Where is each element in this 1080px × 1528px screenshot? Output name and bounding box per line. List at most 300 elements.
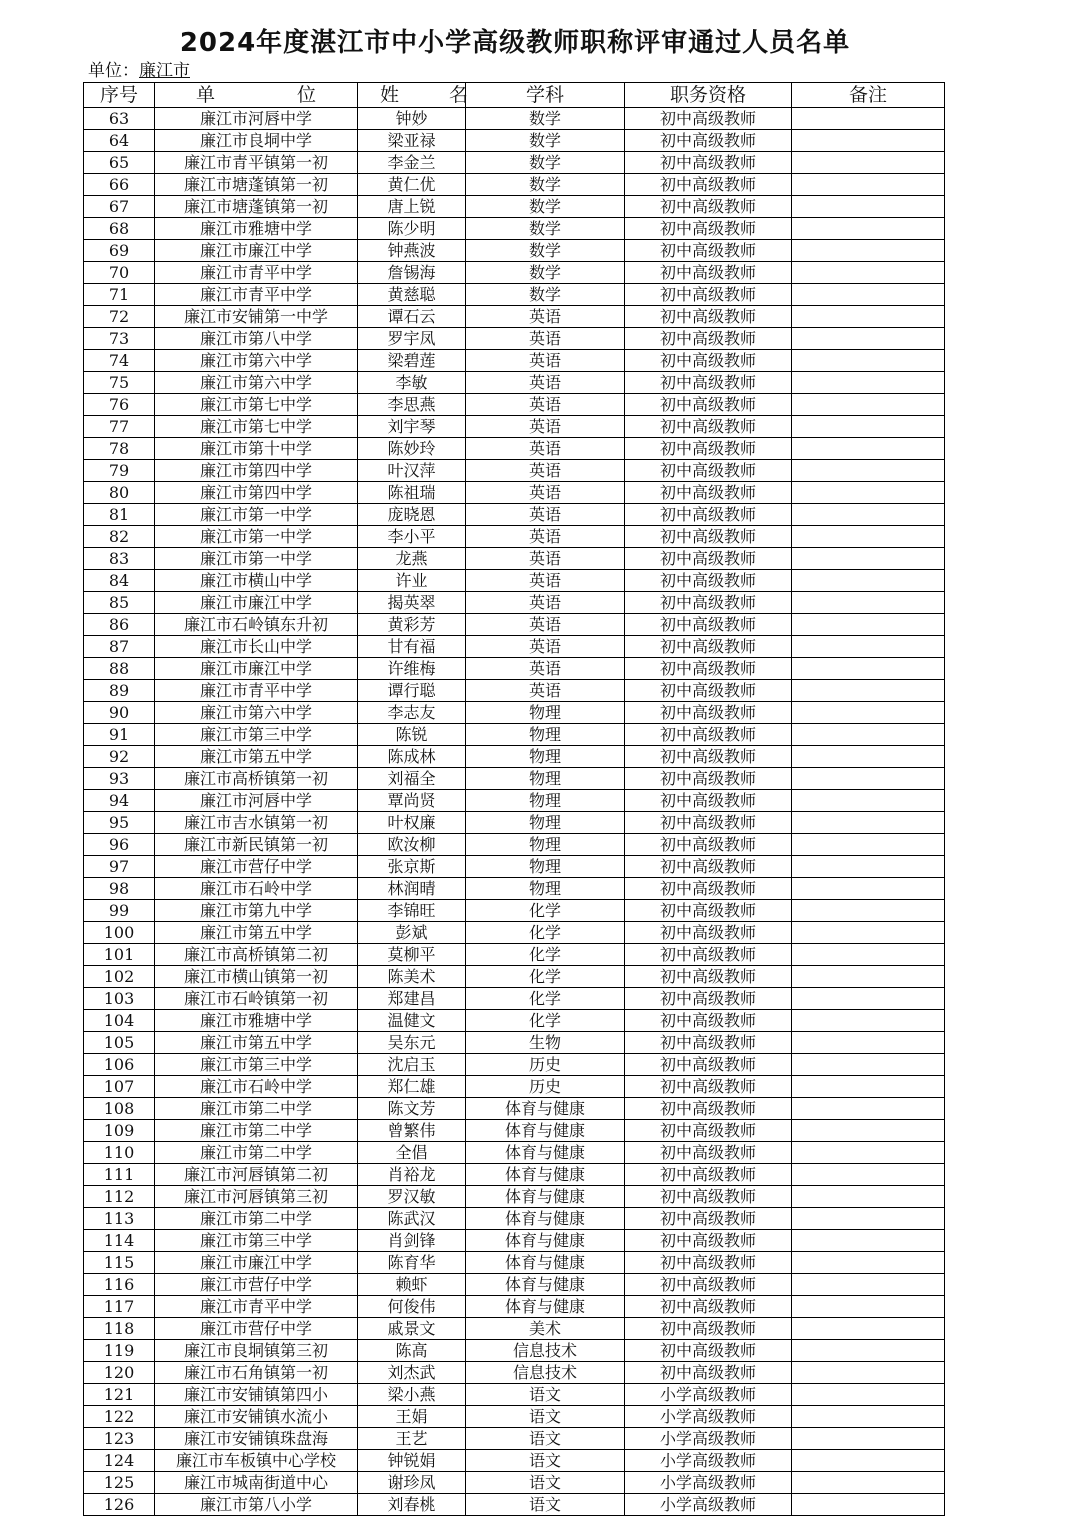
cell-unit: 廉江市城南街道中心 [155, 1472, 358, 1494]
cell-subject: 英语 [466, 658, 625, 680]
cell-qualification: 初中高级教师 [625, 460, 792, 482]
cell-serial: 123 [84, 1428, 155, 1450]
cell-name: 龙燕 [358, 548, 466, 570]
cell-remarks [792, 152, 945, 174]
table-row [84, 1384, 945, 1406]
cell-unit: 廉江市河唇镇第二初 [155, 1164, 358, 1186]
cell-serial: 122 [84, 1406, 155, 1428]
cell-subject: 英语 [466, 680, 625, 702]
cell-unit: 廉江市第十中学 [155, 438, 358, 460]
cell-name: 刘春桃 [358, 1494, 466, 1516]
cell-remarks [792, 526, 945, 548]
cell-subject: 体育与健康 [466, 1230, 625, 1252]
cell-remarks [792, 240, 945, 262]
table-row [84, 438, 945, 460]
cell-qualification: 初中高级教师 [625, 152, 792, 174]
cell-name: 黄仁优 [358, 174, 466, 196]
cell-qualification: 小学高级教师 [625, 1494, 792, 1516]
cell-name: 李敏 [358, 372, 466, 394]
cell-remarks [792, 812, 945, 834]
cell-remarks [792, 768, 945, 790]
table-row [84, 592, 945, 614]
cell-subject: 物理 [466, 812, 625, 834]
cell-remarks [792, 482, 945, 504]
table-row [84, 416, 945, 438]
cell-name: 甘有福 [358, 636, 466, 658]
cell-subject: 语文 [466, 1494, 625, 1516]
cell-unit: 廉江市横山中学 [155, 570, 358, 592]
cell-name: 詹锡海 [358, 262, 466, 284]
cell-name: 陈锐 [358, 724, 466, 746]
cell-unit: 廉江市河唇镇第三初 [155, 1186, 358, 1208]
cell-name: 陈文芳 [358, 1098, 466, 1120]
table-row [84, 724, 945, 746]
cell-unit: 廉江市横山镇第一初 [155, 966, 358, 988]
cell-subject: 化学 [466, 900, 625, 922]
cell-qualification: 初中高级教师 [625, 174, 792, 196]
cell-unit: 廉江市高桥镇第一初 [155, 768, 358, 790]
cell-subject: 数学 [466, 174, 625, 196]
cell-remarks [792, 922, 945, 944]
cell-remarks [792, 1186, 945, 1208]
cell-subject: 英语 [466, 306, 625, 328]
cell-unit: 廉江市车板镇中心学校 [155, 1450, 358, 1472]
cell-subject: 信息技术 [466, 1340, 625, 1362]
cell-remarks [792, 284, 945, 306]
cell-unit: 廉江市河唇中学 [155, 108, 358, 130]
cell-remarks [792, 1010, 945, 1032]
table-row [84, 548, 945, 570]
table-row [84, 636, 945, 658]
cell-unit: 廉江市新民镇第一初 [155, 834, 358, 856]
cell-serial: 124 [84, 1450, 155, 1472]
header-subject: 学科 [466, 83, 625, 108]
cell-remarks [792, 504, 945, 526]
cell-qualification: 初中高级教师 [625, 966, 792, 988]
cell-qualification: 初中高级教师 [625, 570, 792, 592]
cell-remarks [792, 130, 945, 152]
cell-serial: 75 [84, 372, 155, 394]
cell-unit: 廉江市第八小学 [155, 1494, 358, 1516]
table-row [84, 152, 945, 174]
cell-name: 吴东元 [358, 1032, 466, 1054]
cell-subject: 体育与健康 [466, 1142, 625, 1164]
cell-remarks [792, 658, 945, 680]
table-row [84, 1252, 945, 1274]
cell-serial: 67 [84, 196, 155, 218]
table-row [84, 1186, 945, 1208]
cell-remarks [792, 1142, 945, 1164]
cell-name: 陈祖瑞 [358, 482, 466, 504]
cell-subject: 英语 [466, 504, 625, 526]
cell-name: 戚景文 [358, 1318, 466, 1340]
cell-serial: 93 [84, 768, 155, 790]
cell-remarks [792, 416, 945, 438]
header-row [84, 83, 945, 108]
cell-remarks [792, 548, 945, 570]
cell-name: 陈高 [358, 1340, 466, 1362]
cell-serial: 63 [84, 108, 155, 130]
cell-subject: 物理 [466, 746, 625, 768]
table-row [84, 1406, 945, 1428]
table-row [84, 1296, 945, 1318]
unit-label: 单位： [88, 61, 139, 81]
cell-subject: 英语 [466, 350, 625, 372]
cell-serial: 107 [84, 1076, 155, 1098]
cell-name: 陈育华 [358, 1252, 466, 1274]
cell-serial: 109 [84, 1120, 155, 1142]
cell-unit: 廉江市廉江中学 [155, 658, 358, 680]
table-row [84, 240, 945, 262]
cell-name: 李小平 [358, 526, 466, 548]
cell-remarks [792, 614, 945, 636]
unit-line [88, 60, 190, 82]
cell-name: 叶权廉 [358, 812, 466, 834]
cell-qualification: 初中高级教师 [625, 372, 792, 394]
cell-serial: 105 [84, 1032, 155, 1054]
cell-unit: 廉江市石岭镇第一初 [155, 988, 358, 1010]
cell-unit: 廉江市青平镇第一初 [155, 152, 358, 174]
cell-unit: 廉江市第二中学 [155, 1098, 358, 1120]
table-row [84, 1340, 945, 1362]
cell-remarks [792, 1098, 945, 1120]
cell-name: 曾繁伟 [358, 1120, 466, 1142]
cell-serial: 106 [84, 1054, 155, 1076]
table-row [84, 812, 945, 834]
cell-remarks [792, 944, 945, 966]
cell-name: 覃尚贤 [358, 790, 466, 812]
cell-subject: 历史 [466, 1054, 625, 1076]
cell-qualification: 小学高级教师 [625, 1450, 792, 1472]
cell-remarks [792, 1208, 945, 1230]
cell-qualification: 初中高级教师 [625, 1010, 792, 1032]
cell-serial: 115 [84, 1252, 155, 1274]
cell-remarks [792, 1472, 945, 1494]
cell-subject: 物理 [466, 878, 625, 900]
page-title: 2024年度湛江市中小学高级教师职称评审通过人员名单 [179, 28, 851, 58]
cell-subject: 化学 [466, 922, 625, 944]
cell-remarks [792, 174, 945, 196]
cell-qualification: 初中高级教师 [625, 592, 792, 614]
cell-serial: 88 [84, 658, 155, 680]
cell-subject: 体育与健康 [466, 1186, 625, 1208]
cell-subject: 英语 [466, 592, 625, 614]
cell-qualification: 小学高级教师 [625, 1472, 792, 1494]
cell-serial: 84 [84, 570, 155, 592]
cell-qualification: 初中高级教师 [625, 636, 792, 658]
cell-remarks [792, 966, 945, 988]
table-row [84, 1054, 945, 1076]
table-row [84, 900, 945, 922]
cell-subject: 生物 [466, 1032, 625, 1054]
cell-qualification: 初中高级教师 [625, 504, 792, 526]
cell-remarks [792, 306, 945, 328]
cell-serial: 97 [84, 856, 155, 878]
cell-name: 王艺 [358, 1428, 466, 1450]
cell-unit: 廉江市第八中学 [155, 328, 358, 350]
cell-name: 李思燕 [358, 394, 466, 416]
cell-subject: 物理 [466, 768, 625, 790]
cell-name: 许维梅 [358, 658, 466, 680]
table-row [84, 680, 945, 702]
cell-unit: 廉江市第六中学 [155, 350, 358, 372]
table-row [84, 1120, 945, 1142]
cell-unit: 廉江市良垌中学 [155, 130, 358, 152]
cell-unit: 廉江市廉江中学 [155, 1252, 358, 1274]
cell-subject: 化学 [466, 988, 625, 1010]
cell-name: 谭石云 [358, 306, 466, 328]
cell-remarks [792, 878, 945, 900]
cell-serial: 117 [84, 1296, 155, 1318]
cell-remarks [792, 438, 945, 460]
cell-serial: 92 [84, 746, 155, 768]
cell-serial: 116 [84, 1274, 155, 1296]
cell-qualification: 初中高级教师 [625, 196, 792, 218]
cell-unit: 廉江市石岭镇东升初 [155, 614, 358, 636]
cell-qualification: 初中高级教师 [625, 284, 792, 306]
table-row [84, 1164, 945, 1186]
cell-qualification: 初中高级教师 [625, 1230, 792, 1252]
cell-remarks [792, 372, 945, 394]
table-body [84, 108, 945, 1516]
cell-serial: 102 [84, 966, 155, 988]
cell-serial: 100 [84, 922, 155, 944]
cell-unit: 廉江市高桥镇第二初 [155, 944, 358, 966]
cell-remarks [792, 218, 945, 240]
cell-remarks [792, 1164, 945, 1186]
cell-serial: 98 [84, 878, 155, 900]
cell-unit: 廉江市安铺镇珠盘海 [155, 1428, 358, 1450]
table-row [84, 1032, 945, 1054]
cell-serial: 80 [84, 482, 155, 504]
table-row [84, 922, 945, 944]
table-row [84, 702, 945, 724]
cell-unit: 廉江市营仔中学 [155, 1274, 358, 1296]
cell-qualification: 初中高级教师 [625, 658, 792, 680]
cell-qualification: 小学高级教师 [625, 1384, 792, 1406]
cell-name: 刘宇琴 [358, 416, 466, 438]
cell-serial: 119 [84, 1340, 155, 1362]
header-name: 姓 名 [358, 83, 466, 108]
table-row [84, 284, 945, 306]
cell-name: 黄慈聪 [358, 284, 466, 306]
cell-name: 彭斌 [358, 922, 466, 944]
cell-qualification: 初中高级教师 [625, 944, 792, 966]
cell-serial: 68 [84, 218, 155, 240]
cell-subject: 化学 [466, 966, 625, 988]
cell-unit: 廉江市安铺镇第四小 [155, 1384, 358, 1406]
table-row [84, 856, 945, 878]
cell-subject: 语文 [466, 1384, 625, 1406]
cell-subject: 英语 [466, 460, 625, 482]
cell-remarks [792, 746, 945, 768]
cell-unit: 廉江市营仔中学 [155, 1318, 358, 1340]
cell-subject: 信息技术 [466, 1362, 625, 1384]
cell-name: 谭行聪 [358, 680, 466, 702]
cell-name: 陈美术 [358, 966, 466, 988]
cell-subject: 英语 [466, 482, 625, 504]
cell-subject: 英语 [466, 328, 625, 350]
cell-qualification: 初中高级教师 [625, 856, 792, 878]
cell-remarks [792, 1318, 945, 1340]
cell-serial: 81 [84, 504, 155, 526]
cell-unit: 廉江市营仔中学 [155, 856, 358, 878]
cell-unit: 廉江市第二中学 [155, 1120, 358, 1142]
cell-remarks [792, 1406, 945, 1428]
table-row [84, 504, 945, 526]
cell-subject: 体育与健康 [466, 1274, 625, 1296]
cell-serial: 108 [84, 1098, 155, 1120]
table-row [84, 1362, 945, 1384]
cell-subject: 体育与健康 [466, 1208, 625, 1230]
cell-serial: 66 [84, 174, 155, 196]
table-row [84, 878, 945, 900]
cell-serial: 79 [84, 460, 155, 482]
table-row [84, 350, 945, 372]
cell-qualification: 初中高级教师 [625, 350, 792, 372]
cell-qualification: 小学高级教师 [625, 1428, 792, 1450]
cell-serial: 64 [84, 130, 155, 152]
cell-name: 梁小燕 [358, 1384, 466, 1406]
cell-name: 陈武汉 [358, 1208, 466, 1230]
table-row [84, 526, 945, 548]
cell-subject: 体育与健康 [466, 1296, 625, 1318]
cell-qualification: 初中高级教师 [625, 900, 792, 922]
header-serial: 序号 [84, 83, 155, 108]
unit-value: 廉江市 [139, 61, 190, 81]
cell-subject: 体育与健康 [466, 1120, 625, 1142]
cell-remarks [792, 702, 945, 724]
cell-subject: 物理 [466, 856, 625, 878]
cell-qualification: 初中高级教师 [625, 328, 792, 350]
cell-qualification: 初中高级教师 [625, 482, 792, 504]
cell-serial: 89 [84, 680, 155, 702]
cell-unit: 廉江市安铺镇水流小 [155, 1406, 358, 1428]
table-row [84, 262, 945, 284]
cell-serial: 125 [84, 1472, 155, 1494]
cell-name: 赖虾 [358, 1274, 466, 1296]
table-row [84, 790, 945, 812]
cell-name: 郑仁雄 [358, 1076, 466, 1098]
table-row [84, 218, 945, 240]
cell-qualification: 初中高级教师 [625, 394, 792, 416]
cell-subject: 数学 [466, 108, 625, 130]
cell-subject: 英语 [466, 526, 625, 548]
cell-name: 叶汉萍 [358, 460, 466, 482]
cell-remarks [792, 1274, 945, 1296]
cell-serial: 99 [84, 900, 155, 922]
cell-unit: 廉江市石岭中学 [155, 1076, 358, 1098]
cell-unit: 廉江市塘蓬镇第一初 [155, 196, 358, 218]
cell-remarks [792, 1494, 945, 1516]
cell-qualification: 初中高级教师 [625, 1054, 792, 1076]
cell-subject: 数学 [466, 284, 625, 306]
roster-table [83, 82, 945, 1516]
cell-qualification: 初中高级教师 [625, 702, 792, 724]
cell-subject: 化学 [466, 944, 625, 966]
cell-unit: 廉江市河唇中学 [155, 790, 358, 812]
cell-serial: 83 [84, 548, 155, 570]
cell-remarks [792, 1252, 945, 1274]
cell-subject: 数学 [466, 130, 625, 152]
cell-qualification: 初中高级教师 [625, 416, 792, 438]
cell-qualification: 初中高级教师 [625, 922, 792, 944]
cell-unit: 廉江市第六中学 [155, 372, 358, 394]
table-row [84, 1098, 945, 1120]
cell-name: 刘福全 [358, 768, 466, 790]
cell-unit: 廉江市石岭中学 [155, 878, 358, 900]
cell-qualification: 初中高级教师 [625, 1142, 792, 1164]
cell-unit: 廉江市第七中学 [155, 394, 358, 416]
cell-qualification: 初中高级教师 [625, 1362, 792, 1384]
cell-name: 沈启玉 [358, 1054, 466, 1076]
cell-name: 欧汝柳 [358, 834, 466, 856]
cell-remarks [792, 1296, 945, 1318]
cell-qualification: 初中高级教师 [625, 746, 792, 768]
cell-qualification: 初中高级教师 [625, 1120, 792, 1142]
cell-unit: 廉江市第二中学 [155, 1142, 358, 1164]
cell-subject: 体育与健康 [466, 1252, 625, 1274]
cell-serial: 65 [84, 152, 155, 174]
table-row [84, 746, 945, 768]
cell-unit: 廉江市第九中学 [155, 900, 358, 922]
cell-unit: 廉江市第五中学 [155, 922, 358, 944]
cell-remarks [792, 900, 945, 922]
table-row [84, 460, 945, 482]
table-row [84, 108, 945, 130]
table-row [84, 658, 945, 680]
cell-name: 庞晓恩 [358, 504, 466, 526]
cell-unit: 廉江市第三中学 [155, 1054, 358, 1076]
cell-qualification: 初中高级教师 [625, 1296, 792, 1318]
cell-qualification: 初中高级教师 [625, 790, 792, 812]
cell-remarks [792, 834, 945, 856]
cell-remarks [792, 328, 945, 350]
cell-qualification: 初中高级教师 [625, 548, 792, 570]
cell-subject: 美术 [466, 1318, 625, 1340]
cell-qualification: 初中高级教师 [625, 834, 792, 856]
cell-qualification: 初中高级教师 [625, 1318, 792, 1340]
cell-name: 温健文 [358, 1010, 466, 1032]
cell-unit: 廉江市青平中学 [155, 680, 358, 702]
cell-remarks [792, 1450, 945, 1472]
cell-subject: 数学 [466, 240, 625, 262]
cell-qualification: 初中高级教师 [625, 1164, 792, 1186]
cell-name: 李志友 [358, 702, 466, 724]
cell-qualification: 初中高级教师 [625, 1340, 792, 1362]
cell-unit: 廉江市第六中学 [155, 702, 358, 724]
cell-subject: 英语 [466, 570, 625, 592]
table-row [84, 328, 945, 350]
table-row [84, 174, 945, 196]
header-unit: 单 位 [155, 83, 358, 108]
cell-subject: 数学 [466, 218, 625, 240]
cell-serial: 87 [84, 636, 155, 658]
cell-remarks [792, 570, 945, 592]
cell-qualification: 初中高级教师 [625, 438, 792, 460]
cell-name: 许业 [358, 570, 466, 592]
cell-name: 郑建昌 [358, 988, 466, 1010]
cell-qualification: 初中高级教师 [625, 1274, 792, 1296]
cell-serial: 111 [84, 1164, 155, 1186]
cell-subject: 化学 [466, 1010, 625, 1032]
cell-name: 全倡 [358, 1142, 466, 1164]
cell-subject: 英语 [466, 394, 625, 416]
cell-subject: 英语 [466, 614, 625, 636]
cell-serial: 82 [84, 526, 155, 548]
cell-name: 唐上锐 [358, 196, 466, 218]
cell-name: 陈妙玲 [358, 438, 466, 460]
